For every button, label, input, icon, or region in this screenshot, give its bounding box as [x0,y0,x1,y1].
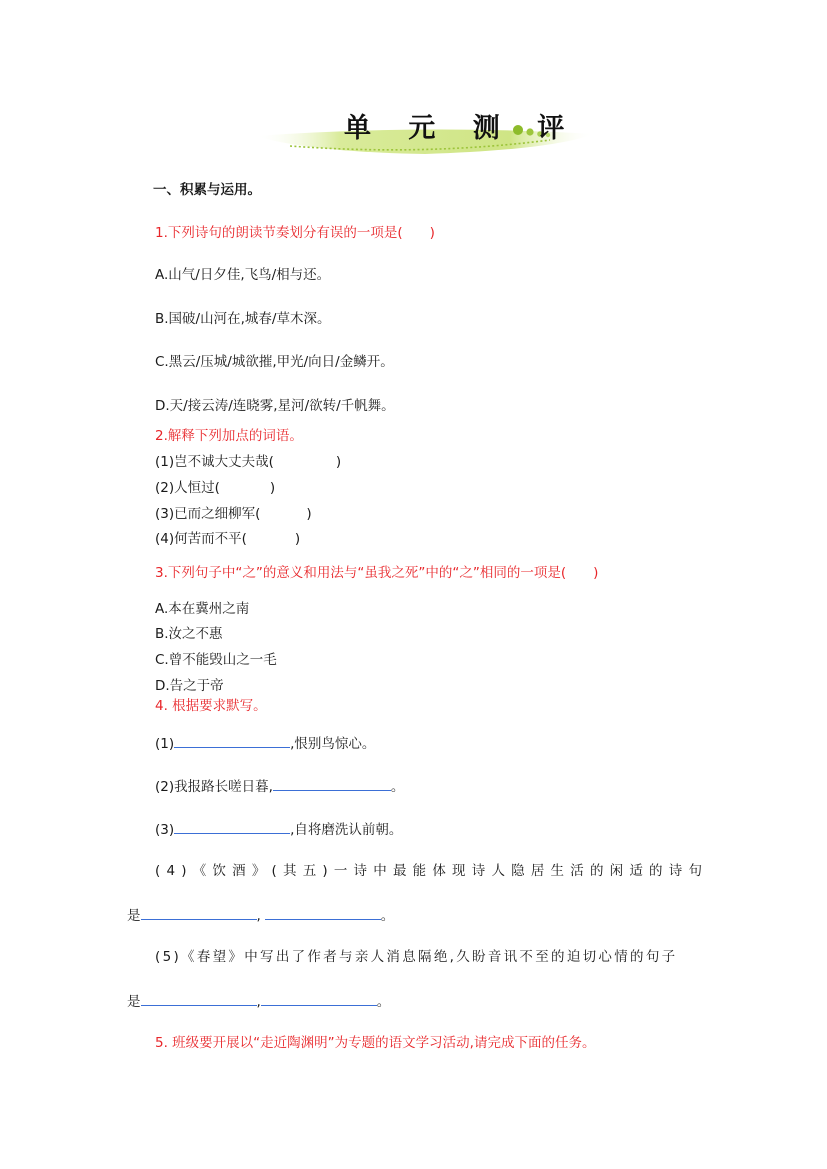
q4-item-3 [155,819,402,839]
q4-item-4-suffix: 。 [380,908,395,924]
fill-blank[interactable] [261,991,377,1006]
q4-item-4-line2 [127,905,394,925]
q4-item-5-prefix: 是 [127,994,141,1010]
q1-option-d: D.天/接云涛/连晓雾,星河/欲转/千帆舞。 [155,398,395,414]
q2-item-close: ) [335,454,342,470]
q4-item-5-separator: , [256,994,261,1010]
q3-option-c: C.曾不能毁山之一毛 [155,652,277,668]
q2-item-close: ) [306,506,312,522]
question-1-stem: 1.下列诗句的朗读节奏划分有误的一项是( ) [155,225,435,241]
fill-blank[interactable] [141,905,257,920]
question-5-stem: 5. 班级要开展以“走近陶渊明”为专题的语文学习活动,请完成下面的任务。 [155,1035,596,1051]
q2-item-text: (1)岂不诚大丈夫哉( [155,454,274,470]
q2-item-close: ) [294,531,301,547]
question-2-stem: 2.解释下列加点的词语。 [155,428,303,444]
q2-item-close: ) [269,480,276,496]
q1-option-c: C.黑云/压城/城欲摧,甲光/向日/金鳞开。 [155,354,394,370]
q4-item-3-suffix: ,自将磨洗认前朝。 [290,822,403,838]
question-4-stem: 4. 根据要求默写。 [155,698,267,714]
section-heading: 一、积累与运用。 [153,182,261,198]
q1-option-a: A.山气/日夕佳,飞鸟/相与还。 [155,267,331,283]
q2-item-text: (2)人恒过( [155,480,220,496]
q2-item [155,453,341,471]
q2-item [155,479,275,497]
q4-item-3-prefix: (3) [155,822,175,838]
q4-item-4-line1: (4)《饮酒》(其五)一诗中最能体现诗人隐居生活的闲适的诗句 [155,863,709,879]
page-title: 单 元 测 评 [344,113,579,144]
fill-blank[interactable] [265,905,381,920]
q3-option-d: D.告之于帝 [155,678,224,694]
q2-item-text: (4)何苦而不平( [155,531,247,547]
q4-item-5-suffix: 。 [376,994,391,1010]
title-banner [250,100,600,162]
q2-item [155,530,300,548]
question-3-stem: 3.下列句子中“之”的意义和用法与“虽我之死”中的“之”相同的一项是( ) [155,565,599,581]
q4-item-5-line1: (5)《春望》中写出了作者与亲人消息隔绝,久盼音讯不至的迫切心情的句子 [155,949,678,965]
q4-item-1 [155,733,375,753]
fill-blank[interactable] [273,776,391,791]
q1-option-b: B.国破/山河在,城春/草木深。 [155,311,331,327]
q3-option-a: A.本在冀州之南 [155,601,250,617]
fill-blank[interactable] [141,991,257,1006]
q3-option-b: B.汝之不惠 [155,626,223,642]
q2-item-text: (3)已而之细柳军( [155,506,261,522]
q4-item-5-line2 [127,991,390,1011]
q4-item-1-prefix: (1) [155,736,175,752]
q4-item-4-prefix: 是 [127,908,141,924]
q4-item-2 [155,776,404,796]
q4-item-4-separator: , [256,908,261,924]
fill-blank[interactable] [174,733,290,748]
q4-item-1-suffix: ,恨别鸟惊心。 [290,736,376,752]
fill-blank[interactable] [174,819,290,834]
q2-item [155,505,312,523]
q4-item-2-prefix: (2)我报路长嗟日暮, [155,779,273,795]
q4-item-2-suffix: 。 [390,779,405,795]
